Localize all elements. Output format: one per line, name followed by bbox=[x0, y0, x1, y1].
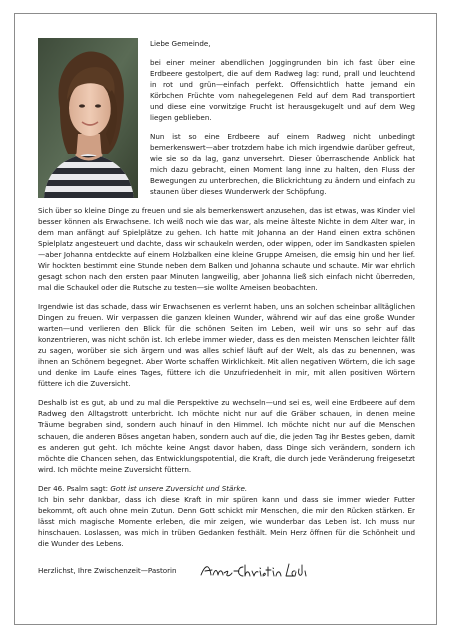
paragraph-2: Nun ist so eine Erdbeere auf einem Radweg nicht unbedingt bemerkenswert—aber trotzdem habe ich mich irgendwie darüber gefreut, wie sie so da lag, ganz unversehrt. Dieser überraschende Anblick hat mich dazu gebracht, einen Moment lang inne zu halten, den Fluss der Bewegungen zu unterbrechen, die Blickrichtung zu ändern und einfach zu staunen über dieses Wunderwerk der Schöpfung. bbox=[150, 132, 415, 197]
letter-content bbox=[38, 38, 415, 581]
closing-line: Herzlichst, Ihre Zwischenzeit—Pastorin bbox=[38, 566, 177, 576]
psalm-reference bbox=[38, 483, 415, 494]
paragraph-1: bei einer meiner abendlichen Joggingrunden bin ich fast über eine Erdbeere gestolpert, die auf dem Radweg lag: rund, prall und leuchtend in rot und grün—einfach perfekt. Offensichtlich hatte jemand ein Körbchen Früchte vom nahegelegenen Feld auf dem Rad transportiert und diese eine vorwitzige Frucht ist herausgekugelt und auf dem Weg liegen geblieben. bbox=[150, 58, 415, 123]
intro-text bbox=[150, 38, 415, 205]
paragraph-3: Sich über so kleine Dinge zu freuen und sie als bemerkenswert anzusehen, das ist etwas, was Kinder viel besser können als Erwachsene. Ich weiß noch wie das war, als meine älteste Nichte in dem Alter war, in dem man anfängt auf Spielplätze zu gehen. Ich hatte mit Johanna an der Hand einen extra schönen Spielplatz angesteuert und dachte, dass wir schaukeln werden, oder wippen, oder im Sandkasten spielen—aber Johanna entdeckte auf einem Holzbalken eine kleine Gruppe Ameisen, die emsig hin und her lief. Wir hockten bestimmt eine Stunde neben dem Balken und Johanna schaute und schaute. Mir war ehrlich gesagt schon nach den ersten paar Minuten langweilig, aber Johanna ließ sich einfach nicht überreden, mal die Schaukel oder die Rutsche zu testen—sie wollte Ameisen beobachten. bbox=[38, 206, 415, 293]
paragraph-4: Irgendwie ist das schade, dass wir Erwachsenen es verlernt haben, uns an solchen scheinbar alltäglichen Dingen zu freuen. Wir verpassen die ganzen kleinen Wunder, während wir auf das eine große Wunder warten—und verlieren den Blick für die schönen Seiten im Leben, weil wir uns so sehr auf das konzentrieren, was nicht schön ist. Ich erlebe immer wieder, dass es den meisten Menschen leichter fällt zu sagen, worüber sie sich ärgern und was alles schief läuft auf der Welt, als das zu benennen, was ihnen an Schönem begegnet. Aber Worte schaffen Wirklichkeit. Mit allen negativen Wörtern, die ich sage und denke im Laufe eines Tages, füttere ich die Unzufriedenheit in mir, mit allen positiven Wörtern füttere ich die Zuversicht. bbox=[38, 302, 415, 389]
paragraph-5: Deshalb ist es gut, ab und zu mal die Perspektive zu wechseln—und sei es, weil eine Erdbeere auf dem Radweg den Alltagstrott unterbricht. Ich möchte nicht nur auf die Gräber schauen, in denen meine Träume begraben sind, sondern auch hinauf in den Himmel. Ich möchte nicht nur auf die Menschen schauen, die anderen Böses angetan haben, sondern auch auf die, die jeden Tag ihr Bestes geben, damit es anderen gut geht. Ich möchte keine Angst davor haben, dass Dinge sich verändern, sondern ich möchte die Chancen sehen, das Entwicklungspotential, die Kraft, die durch jede Veränderung freigesetzt wird. Ich möchte meine Zuversicht füttern. bbox=[38, 398, 415, 474]
letter-page bbox=[14, 13, 437, 625]
greeting: Liebe Gemeinde, bbox=[150, 39, 211, 48]
intro-block bbox=[38, 38, 415, 205]
handwritten-signature bbox=[199, 561, 311, 581]
portrait-photo-drawing bbox=[38, 38, 138, 198]
portrait-photo bbox=[38, 38, 138, 198]
psalm-quote: Gott ist unsere Zuversicht und Stärke. bbox=[110, 483, 248, 493]
paragraph-6: Ich bin sehr dankbar, dass ich diese Kraft in mir spüren kann und dass sie immer wieder Futter bekommt, oft auch ohne mein Zutun. Denn Gott schickt mir Menschen, die mir den Rücken stärken. Er lässt mich magische Momente erleben, die mir zeigen, wie wunderbar das Leben ist. Ich muss nur hinschauen. Loslassen, was mich in trüben Gedanken festhält. Mein Herz öffnen für die Schönheit und die Wunder des Lebens. bbox=[38, 494, 415, 548]
closing-block bbox=[38, 561, 415, 581]
psalm-prefix: Der 46. Psalm sagt: bbox=[38, 483, 111, 493]
